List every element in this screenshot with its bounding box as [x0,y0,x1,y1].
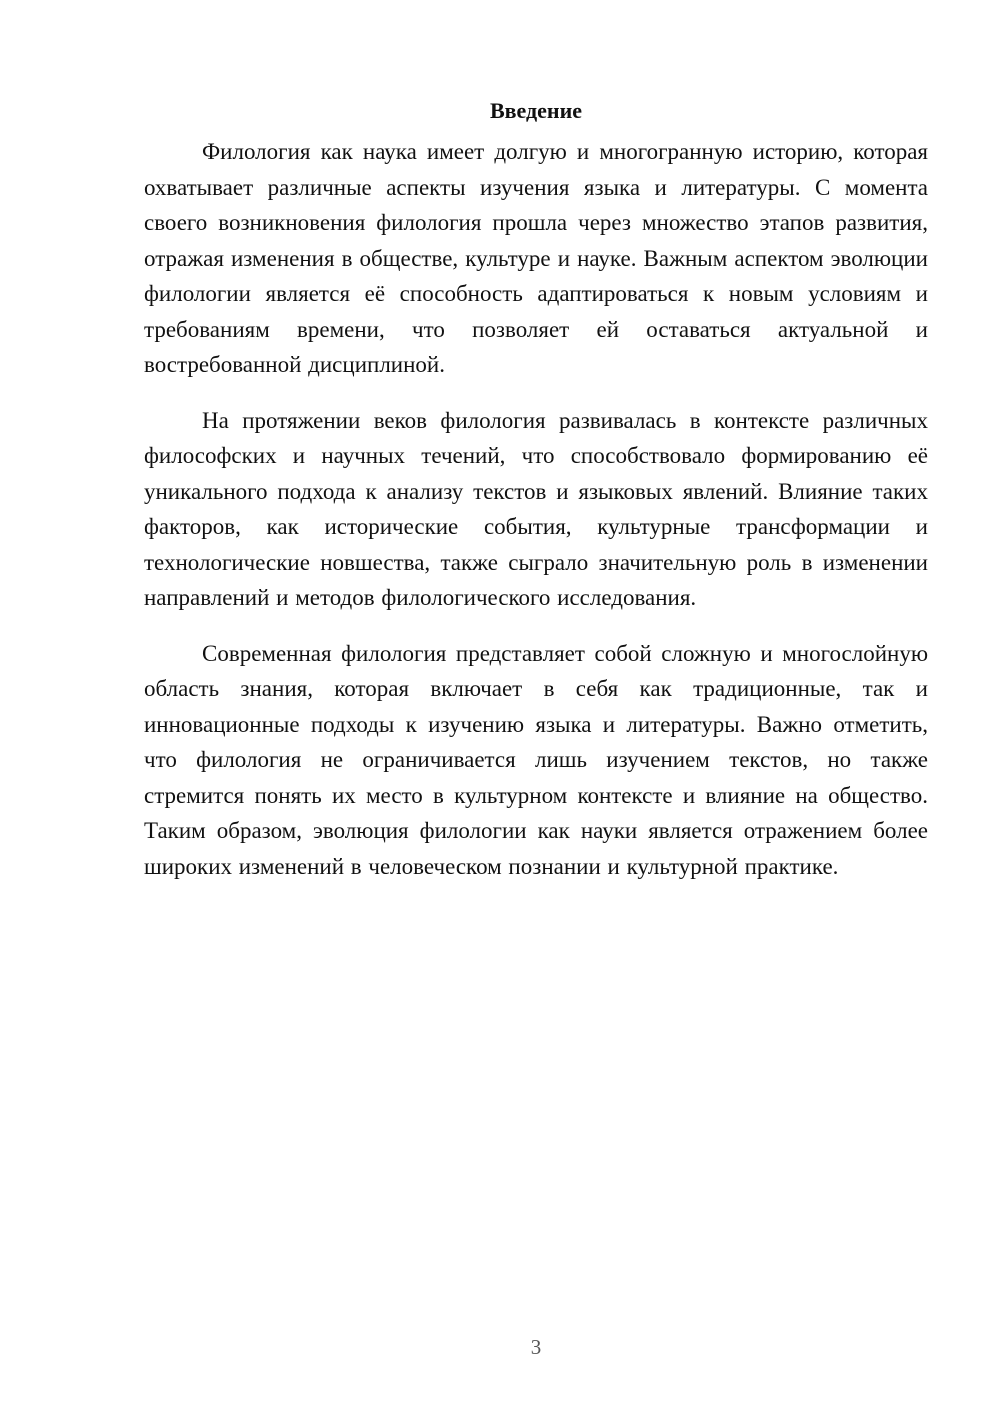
paragraph-1: Филология как наука имеет долгую и многогранную историю, которая охватывает различные аспекты изучения языка и литературы. С момента своего возникновения филология прошла через множество этапов развития, отражая изменения в обществе, культуре и науке. Важным аспектом эволюции филологии является её способность адаптироваться к новым условиям и требованиям времени, что позволяет ей оставаться актуальной и востребованной дисциплиной. [144,139,928,377]
section-title: Введение [489,98,583,123]
paragraph-3: Современная филология представляет собой сложную и многослойную область знания, которая включает в себя как традиционные, так и инновационные подходы к изучению языка и литературы. Важно отметить, что филология не ограничивается лишь изучением текстов, но также стремится понять их место в культурном контексте и влияние на общество. Таким образом, эволюция филологии как науки является отражением более широких изменений в человеческом познании и культурной практике. [144,640,928,879]
paragraph-2: На протяжении веков филология развивалась в контексте различных философских и научных течений, что способствовало формированию её уникального подхода к анализу текстов и языковых явлений. Влияние таких факторов, как исторические события, культурные трансформации и технологические новшества, также сыграло значительную роль в изменении направлений и методов филологического исследования. [144,407,928,610]
page-content [144,96,928,904]
page-number: 3 [530,1335,542,1359]
